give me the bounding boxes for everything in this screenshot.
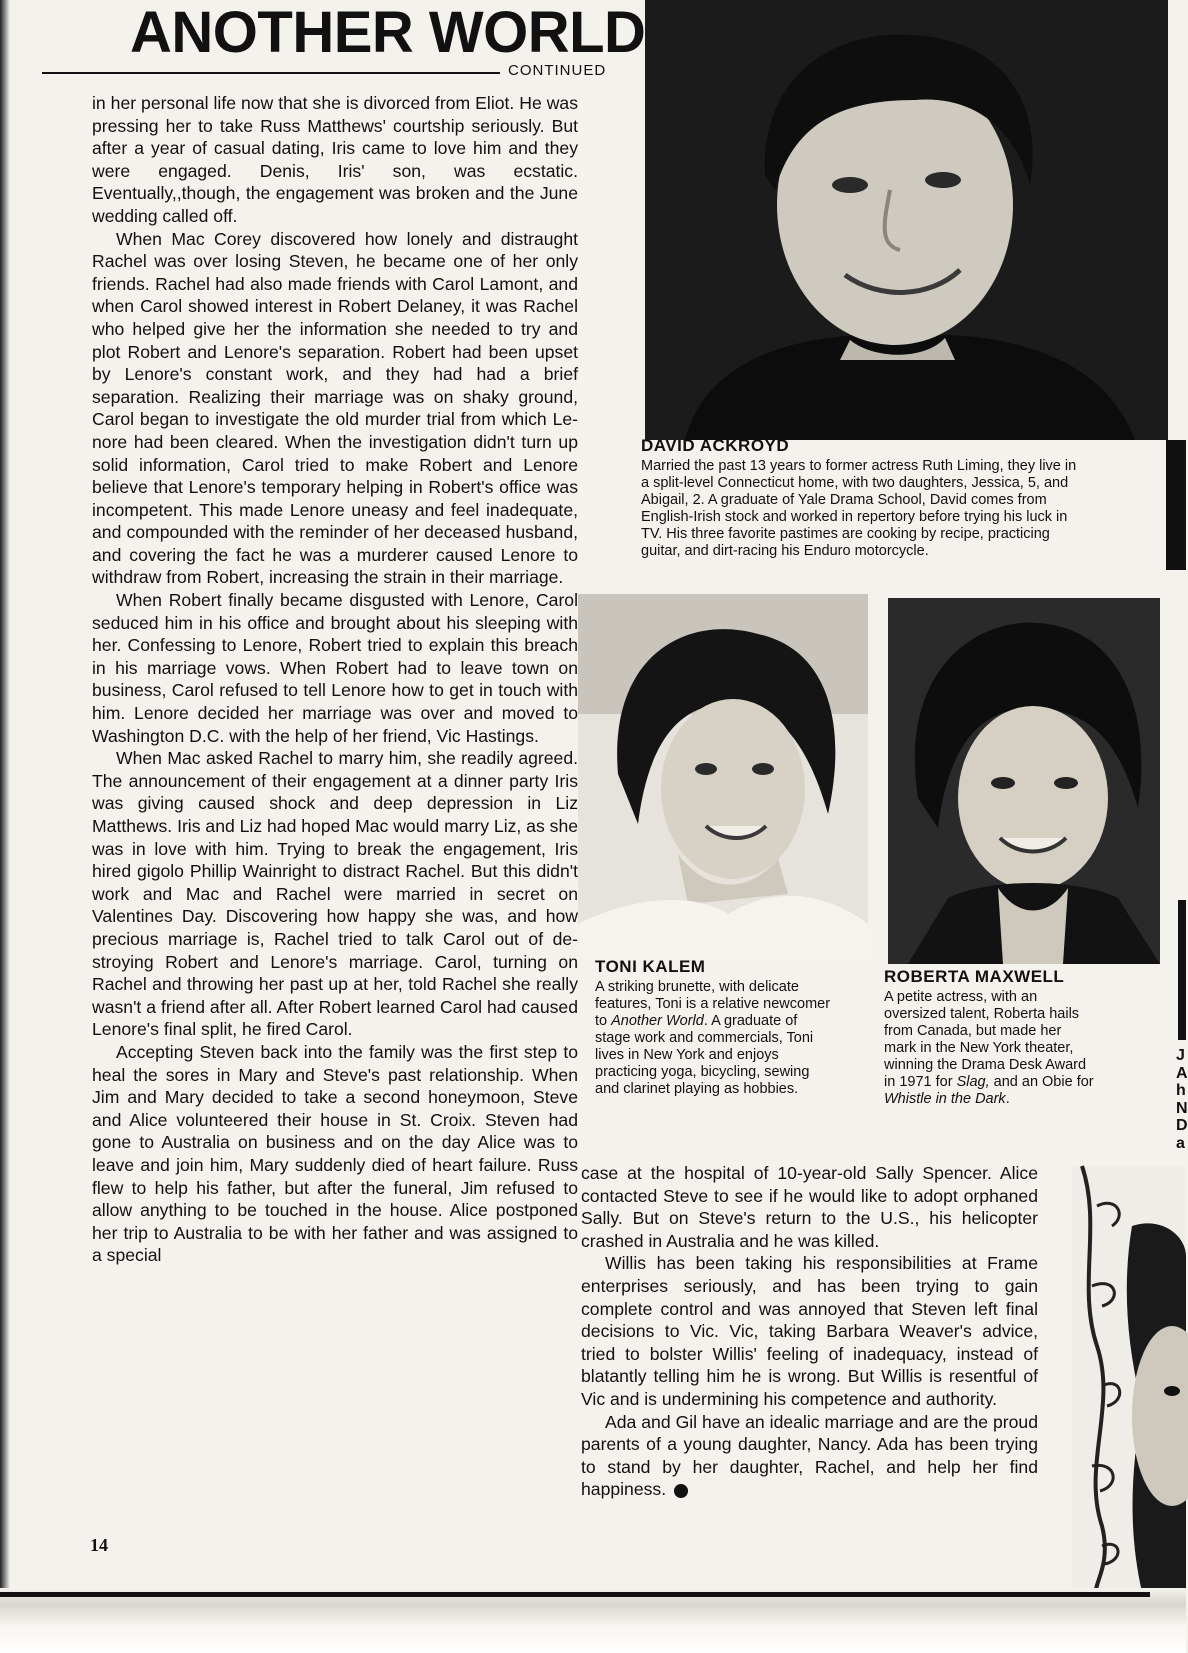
adjacent-page-letter: D (1176, 1117, 1188, 1134)
caption-text: Married the past 13 years to former actress Ruth Liming, they live in a split-level Connecticut home, with two daughters, Jessica, 5, and Abigail, 2. A graduate of Yale Drama School, David comes from English-Irish stock and worked in repertory before trying his luck in TV. His three favorite pastimes are cooking by recipe, practicing guitar, and dirt-racing his Enduro motorcycle. (641, 458, 1077, 559)
title-rule (42, 72, 500, 74)
caption-text-part: . A graduate of stage work and commercials, Toni lives in New York and enjoys practicing yoga, bicycling, sewing and clarinet playing as hobbies. (595, 1013, 814, 1097)
caption-roberta-maxwell (884, 968, 1096, 1108)
page-number: 14 (90, 1535, 108, 1555)
caption-show-title: Another World (611, 1013, 704, 1029)
adjacent-page-edge (1166, 440, 1186, 570)
article-paragraph-text: Ada and Gil have an idealic marriage and are the proud parents of a young daughter, Nancy. Ada has been trying to stand by her daughter, Rachel, and help her find happiness. (581, 1411, 1038, 1500)
continued-label: CONTINUED (508, 62, 607, 79)
article-paragraph: case at the hospital of 10-year-old Sally Spencer. Alice contacted Steve to see if he would like to adopt orphaned Sally. But on Steve's return to the U.S., his helicopter crashed in Australia and he was killed. (581, 1163, 1038, 1251)
caption-david-ackroyd (641, 437, 1086, 560)
article-right-column (581, 1162, 1038, 1501)
caption-play-title: Slag, (956, 1074, 990, 1090)
caption-text (884, 989, 1096, 1108)
caption-name: ROBERTA MAXWELL (884, 967, 1065, 986)
article-paragraph: Accepting Steven back into the family was the first step to heal the sores in Mary and Steve's past relationship. When Jim and Mary decided to take a second honeymoon, Steve and Alice volunteered their house in St. Croix. Steven had gone to Australia on business and on the day Alice was to leave and join him, Mary suddenly died of heart failure. Russ flew to help his father, but after the funeral, Jim refused to allow anything to be touched in the house. Alice postponed her trip to Australia to be with her father and was assigned to a special (92, 1041, 578, 1266)
adjacent-page-edge (1178, 900, 1186, 1040)
article-paragraph: When Mac asked Rachel to marry him, she readily agreed. The announcement of their engagement at a dinner party Iris was giving caused shock and deep depression in Liz Matthews. Iris and Liz had hoped Mac would marry Liz, as she was in love with him. Trying to break the engagement, Iris hired gigolo Phillip Wainright to distract Rachel. But this didn't work and Mac and Rachel were married in secret on Valentines Day. Discovering how happy she was, and how precious marriage is, Rachel tried to talk Carol out of destroying Robert and Lenore's marriage. Carol, turning on Rachel and throwing her past up at her, told Rachel she really wasn't a friend after all. After Robert learned Carol had caused Lenore's final split, he fired Carol. (92, 748, 579, 1040)
page-title: ANOTHER WORLD (130, 0, 646, 65)
end-mark-icon (674, 1484, 688, 1498)
caption-text-part: . (1005, 1091, 1010, 1107)
caption-name: DAVID ACKROYD (641, 436, 790, 455)
adjacent-page-letter: A (1176, 1064, 1188, 1082)
adjacent-page-letter: N (1176, 1099, 1188, 1117)
article-left-column (92, 92, 578, 1267)
caption-play-title: Whistle in the Dark (884, 1091, 1006, 1107)
caption-name: TONI KALEM (595, 957, 706, 976)
article-paragraph (581, 1411, 1038, 1501)
photo-david-ackroyd (645, 0, 1168, 440)
article-paragraph: in her personal life now that she is divorced from Eliot. He was pressing her to take Russ Matthews' courtship seriously. But after a year of casual dating, Iris came to love him and they were engaged. Denis, Iris' son, was ecstatic. Eventually,,though, the engagement was broken and the June wedding called off. (92, 93, 578, 226)
article-paragraph: When Mac Corey discovered how lonely and distraught Rachel was over losing Steven, he became one of her only friends. Rachel had also made friends with Carol Lamont, and when Carol showed interest in Robert Delaney, it was Rachel who helped give her the information she needed to try and plot Robert and Lenore's separation. Robert had been upset by Lenore's constant work, and they had had a brief separation. Realizing their marriage was on shaky ground, Carol began to investigate the old murder trial from which Lenore had been cleared. When the investigation didn't turn up solid information, Carol tried to make Robert and Lenore believe that Lenore's temporary helping in Robert's office was incompetent. This made Lenore uneasy and feel inadequate, and compounded with the reminder of her deceased husband, and covering the fact he was a murderer caused Lenore to withdraw from Robert, increasing the strain in their marriage. (92, 228, 578, 588)
article-paragraph: When Robert finally became disgusted with Lenore, Carol seduced him in his office and brought about his sleeping with her. Confessing to Lenore, Robert tried to explain this breach in his marriage vows. When Robert had to leave town on business, Carol refused to tell Lenore how to get in touch with him. Lenore decided her marriage was over and moved to Washington D.C. with the help of her friend, Vic Hastings. (92, 590, 578, 746)
caption-text-part: A petite actress, with an oversized talent, Roberta hails from Canada, but made her mark in the New York theater, winning the Drama Desk Award in 1971 for (884, 989, 1087, 1090)
article-paragraph: Willis has been taking his responsibilities at Frame enterprises seriously, and has been trying to gain complete control and was annoyed that Steven left final decisions to Vic. Vic, taking Barbara Weaver's advice, tried to bolster Willis' feeling of inadequacy, instead of blatantly telling him he is wrong. But Willis is resentful of Vic and is undermining his competence and authority. (581, 1253, 1038, 1409)
page-bottom-rule (0, 1592, 1150, 1597)
caption-text (595, 979, 835, 1098)
adjacent-page-letter: h (1176, 1082, 1186, 1099)
adjacent-page-letter: a (1176, 1134, 1185, 1152)
photo-toni-kalem (578, 594, 868, 956)
caption-toni-kalem (595, 958, 835, 1098)
page-bottom-edge (0, 1588, 1186, 1653)
caption-text-part: A striking brunette, with delicate features, Toni is a relative newcomer to (595, 979, 831, 1029)
adjacent-page-letter: J (1176, 1047, 1185, 1064)
adjacent-page-text (1176, 1047, 1188, 1152)
photo-roberta-maxwell (888, 598, 1160, 964)
page-edge-shadow (0, 0, 10, 1653)
caption-text-part: and an Obie for (989, 1074, 1094, 1090)
adjacent-page-illustration (1072, 1166, 1186, 1592)
